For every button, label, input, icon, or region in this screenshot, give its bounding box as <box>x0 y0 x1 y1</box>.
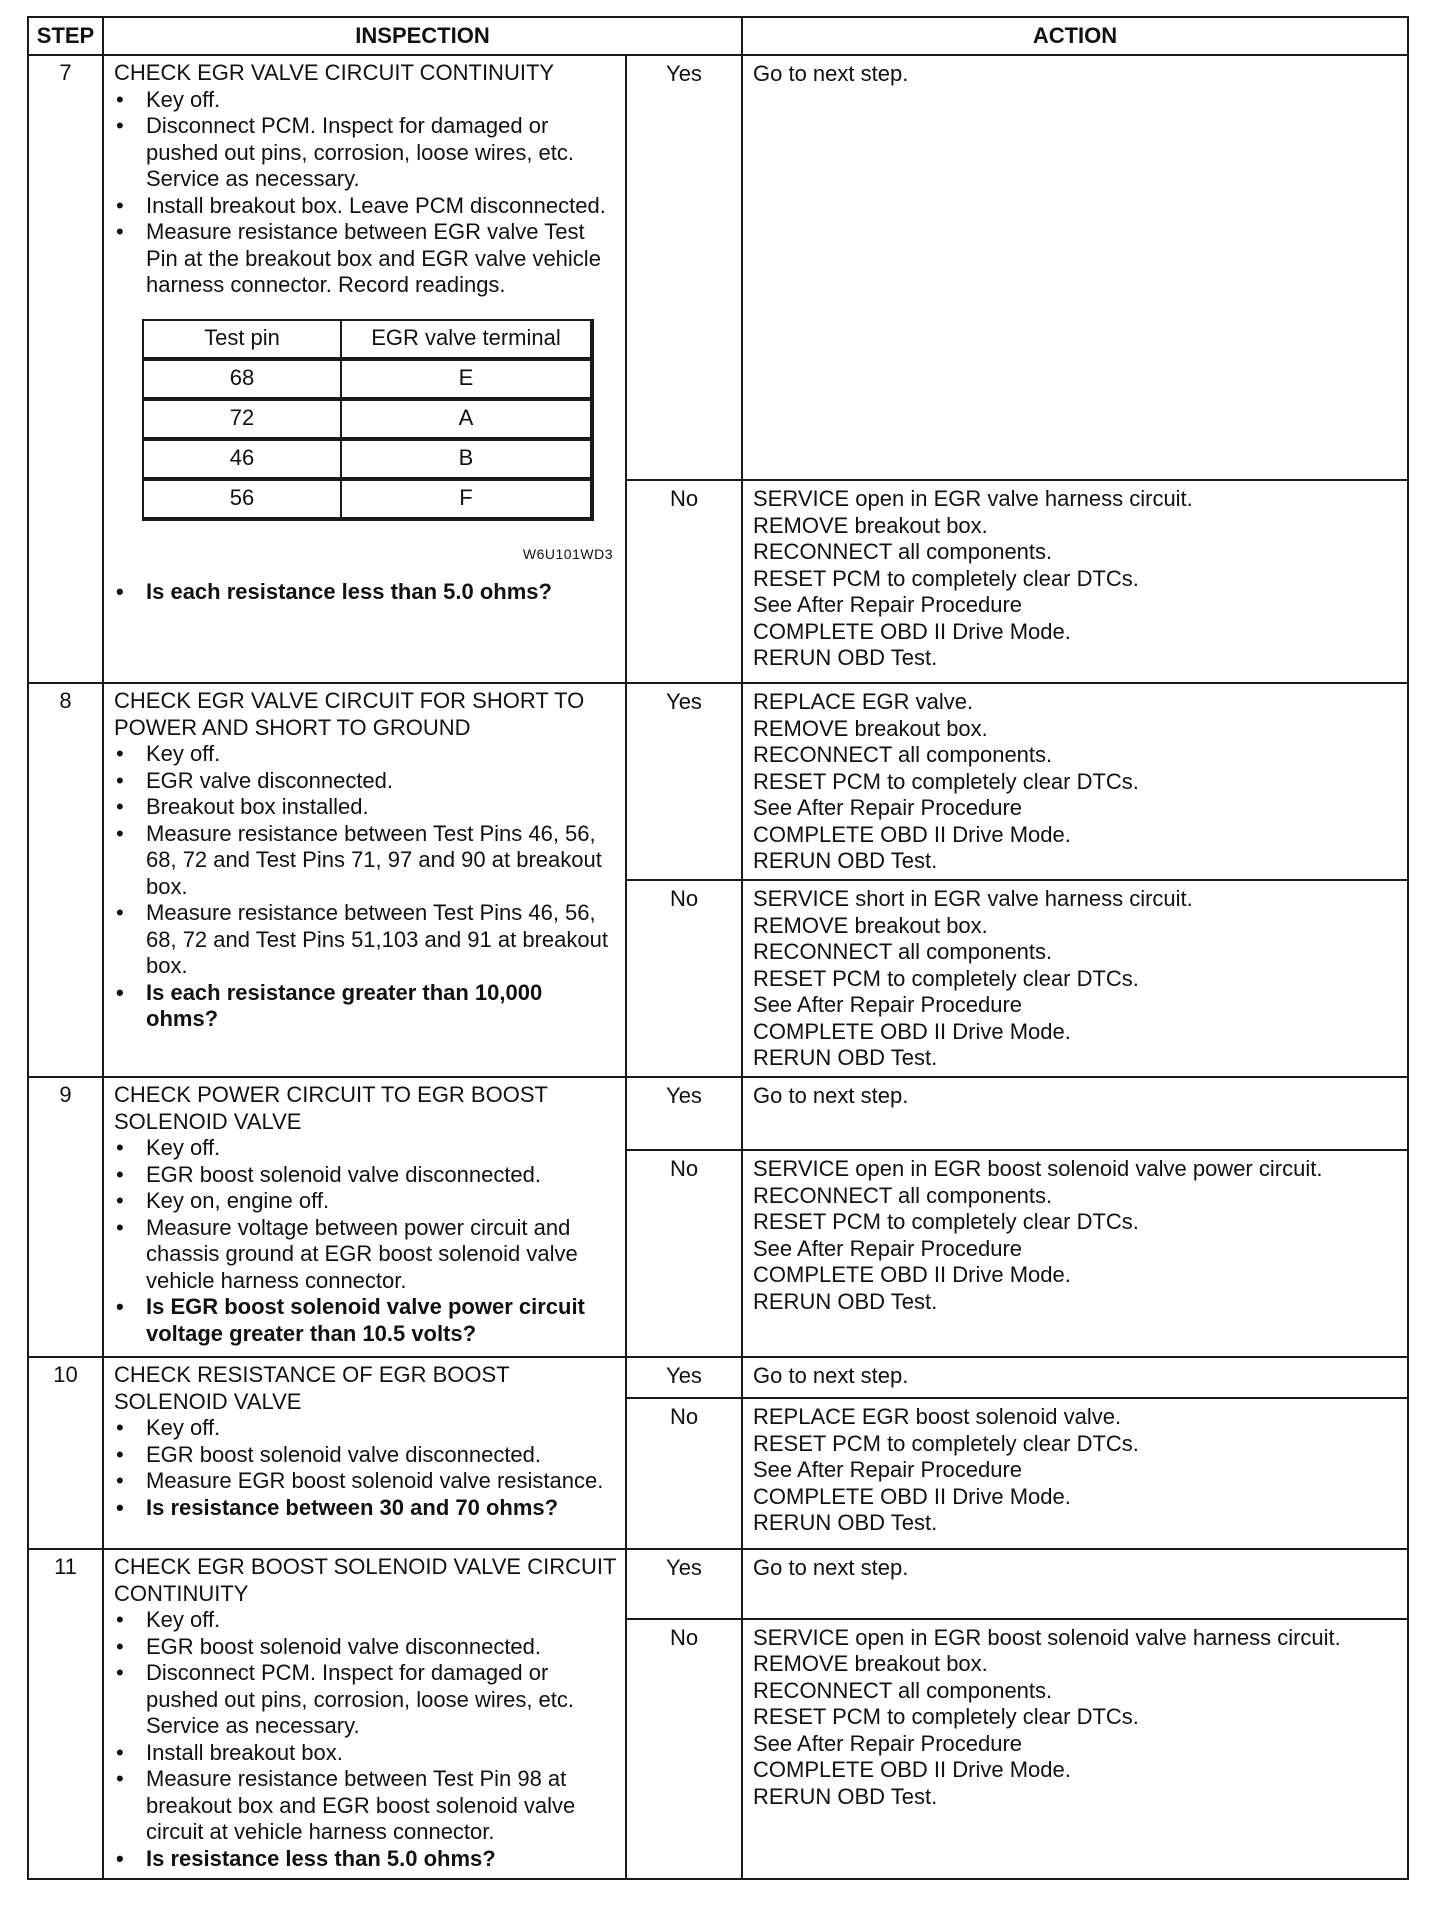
step-8-no-action-line: COMPLETE OBD II Drive Mode. <box>753 1018 1071 1044</box>
step-8-no-action-line: REMOVE breakout box. <box>753 912 988 938</box>
step-7-no-action-line: RERUN OBD Test. <box>753 645 938 670</box>
step-8-no-label: No <box>626 880 742 1077</box>
step-10-no-action-line: See After Repair Procedure <box>753 1457 1023 1482</box>
step-10-inspection <box>103 1357 626 1549</box>
step-8-yes-action <box>742 683 1408 880</box>
test-pin-header <box>143 320 592 359</box>
step-11-bullet-4: • Install breakout box. <box>114 1740 617 1767</box>
step-8-bullet-5: • Measure resistance between Test Pins 46, 56, 68, 72 and Test Pins 51,103 and 91 at breakout box. <box>114 900 617 980</box>
step-11-no-action-line: REMOVE breakout box. <box>753 1651 988 1677</box>
step-8-no-action-line: RESET PCM to completely clear DTCs. <box>753 965 1139 991</box>
terminal-cell: A <box>341 399 592 439</box>
step-8-no-action-line: RERUN OBD Test. <box>753 1045 938 1070</box>
test-pin-cell: 46 <box>143 439 341 479</box>
test-pin-col-header: Test pin <box>143 320 341 359</box>
step-8-yes-action-line: REPLACE EGR valve. <box>753 689 974 714</box>
step-11-yes-label: Yes <box>626 1549 742 1619</box>
step-10-items <box>114 1415 617 1521</box>
step-9-no-action <box>742 1150 1408 1357</box>
step-10-question-text: • Is resistance between 30 and 70 ohms? <box>114 1495 617 1522</box>
header-action: ACTION <box>742 17 1408 55</box>
step-9-items <box>114 1135 617 1347</box>
step-7-bullet-3: • Install breakout box. Leave PCM disconnected. <box>114 193 617 220</box>
step-8-yes-row <box>28 683 1408 880</box>
step-9-no-action-line: RECONNECT all components. <box>753 1182 1053 1208</box>
step-10-yes-action-line: Go to next step. <box>753 1363 909 1388</box>
step-7-no-action-line: COMPLETE OBD II Drive Mode. <box>753 618 1071 644</box>
header-row <box>28 17 1408 55</box>
step-7-no-action <box>742 480 1408 683</box>
step-11-no-action-line: RESET PCM to completely clear DTCs. <box>753 1704 1139 1730</box>
step-11-bullet-3: • Disconnect PCM. Inspect for damaged or pushed out pins, corrosion, loose wires, etc. Service as necessary. <box>114 1660 617 1740</box>
terminal-cell: F <box>341 479 592 519</box>
step-8-no-action-line: See After Repair Procedure <box>753 992 1023 1017</box>
step-8-items <box>114 741 617 1033</box>
step-11-question-text: • Is resistance less than 5.0 ohms? <box>114 1846 617 1873</box>
step-7-inspection <box>103 55 626 683</box>
step-10-no-action-line: RESET PCM to completely clear DTCs. <box>753 1430 1139 1456</box>
step-10-no-action-line: COMPLETE OBD II Drive Mode. <box>753 1483 1071 1509</box>
step-9-no-action-line: SERVICE open in EGR boost solenoid valve power circuit. <box>753 1156 1323 1181</box>
step-8-question-text: • Is each resistance greater than 10,000 ohms? <box>114 980 617 1033</box>
step-8-number: 8 <box>28 683 103 1077</box>
step-9-bullet-4: • Measure voltage between power circuit and chassis ground at EGR boost solenoid valve vehicle harness connector. <box>114 1215 617 1295</box>
test-pin-row <box>143 479 592 519</box>
step-7-no-action-line: SERVICE open in EGR valve harness circuit. <box>753 486 1193 511</box>
step-9-number: 9 <box>28 1077 103 1357</box>
test-pin-cell: 68 <box>143 359 341 399</box>
header-step: STEP <box>28 17 103 55</box>
step-11-yes-action-line: Go to next step. <box>753 1555 909 1580</box>
step-11-number: 11 <box>28 1549 103 1879</box>
step-10-no-label: No <box>626 1398 742 1549</box>
step-8-bullet-3: • Breakout box installed. <box>114 794 617 821</box>
step-11-bullet-1: • Key off. <box>114 1607 617 1634</box>
step-8-yes-action-line: REMOVE breakout box. <box>753 715 988 741</box>
step-8-no-action-line: SERVICE short in EGR valve harness circuit. <box>753 886 1193 911</box>
step-11-no-action-line: RECONNECT all components. <box>753 1677 1053 1703</box>
step-11-items <box>114 1607 617 1872</box>
step-11-no-action-line: See After Repair Procedure <box>753 1730 1023 1756</box>
step-8-yes-action-line: RESET PCM to completely clear DTCs. <box>753 768 1139 794</box>
terminal-cell: B <box>341 439 592 479</box>
step-10-yes-label: Yes <box>626 1357 742 1398</box>
step-11-no-action <box>742 1619 1408 1879</box>
step-10-no-action-line: RERUN OBD Test. <box>753 1510 938 1535</box>
step-7-no-action-line: See After Repair Procedure <box>753 592 1023 617</box>
step-8-bullet-2: • EGR valve disconnected. <box>114 768 617 795</box>
step-9-no-action-line: RESET PCM to completely clear DTCs. <box>753 1209 1139 1234</box>
step-7-no-label: No <box>626 480 742 683</box>
figure-code: W6U101WD3 <box>522 545 613 562</box>
step-8-yes-action-line: See After Repair Procedure <box>753 795 1023 820</box>
step-11-title: CHECK EGR BOOST SOLENOID VALVE CIRCUIT CONTINUITY <box>114 1554 617 1606</box>
test-pin-row <box>143 359 592 399</box>
step-11-bullet-5: • Measure resistance between Test Pin 98 at breakout box and EGR boost solenoid valve circuit at vehicle harness connector. <box>114 1766 617 1846</box>
step-10-yes-row <box>28 1357 1408 1398</box>
step-10-title: CHECK RESISTANCE OF EGR BOOST SOLENOID VALVE <box>114 1362 510 1414</box>
step-9-bullet-2: • EGR boost solenoid valve disconnected. <box>114 1162 617 1189</box>
step-9-yes-action <box>742 1077 1408 1150</box>
step-7-bullet-4: • Measure resistance between EGR valve Test Pin at the breakout box and EGR valve vehicle harness connector. Record readings. <box>114 219 617 299</box>
step-11-inspection <box>103 1549 626 1879</box>
step-8-title: CHECK EGR VALVE CIRCUIT FOR SHORT TO POWER AND SHORT TO GROUND <box>114 688 585 740</box>
step-11-bullet-2: • EGR boost solenoid valve disconnected. <box>114 1634 617 1661</box>
step-9-yes-label: Yes <box>626 1077 742 1150</box>
test-pin-table <box>142 319 594 521</box>
step-10-bullet-3: • Measure EGR boost solenoid valve resistance. <box>114 1468 617 1495</box>
test-pin-cell: 72 <box>143 399 341 439</box>
step-10-bullet-1: • Key off. <box>114 1415 617 1442</box>
step-7-bullet-2: • Disconnect PCM. Inspect for damaged or pushed out pins, corrosion, loose wires, etc. Service as necessary. <box>114 113 617 193</box>
step-8-bullet-1: • Key off. <box>114 741 617 768</box>
step-9-bullet-3: • Key on, engine off. <box>114 1188 617 1215</box>
step-9-no-action-line: COMPLETE OBD II Drive Mode. <box>753 1262 1071 1287</box>
step-7-items <box>114 87 617 299</box>
step-10-no-action-line: REPLACE EGR boost solenoid valve. <box>753 1404 1122 1429</box>
test-pin-row <box>143 399 592 439</box>
step-9-no-action-line: RERUN OBD Test. <box>753 1288 938 1314</box>
step-11-no-action-line: RERUN OBD Test. <box>753 1783 938 1809</box>
step-7-question <box>114 579 617 606</box>
step-9-title: CHECK POWER CIRCUIT TO EGR BOOST SOLENOID VALVE <box>114 1082 548 1134</box>
step-7-yes-action-line: Go to next step. <box>753 61 909 86</box>
step-7-question-text: • Is each resistance less than 5.0 ohms? <box>114 579 617 606</box>
step-10-no-action <box>742 1398 1408 1549</box>
terminal-col-header: EGR valve terminal <box>341 320 592 359</box>
step-11-yes-row <box>28 1549 1408 1619</box>
step-8-bullet-4: • Measure resistance between Test Pins 46, 56, 68, 72 and Test Pins 71, 97 and 90 at breakout box. <box>114 821 617 901</box>
step-10-bullet-2: • EGR boost solenoid valve disconnected. <box>114 1442 617 1469</box>
step-8-yes-action-line: COMPLETE OBD II Drive Mode. <box>753 821 1071 847</box>
terminal-cell: E <box>341 359 592 399</box>
step-8-yes-action-line: RERUN OBD Test. <box>753 848 938 873</box>
step-9-no-action-line: See After Repair Procedure <box>753 1235 1023 1261</box>
step-7-yes-label: Yes <box>626 55 742 480</box>
step-10-yes-action <box>742 1357 1408 1398</box>
step-9-bullet-1: • Key off. <box>114 1135 617 1162</box>
step-8-no-action-line: RECONNECT all components. <box>753 939 1053 964</box>
step-7-yes-action <box>742 55 1408 480</box>
step-7-no-action-line: RECONNECT all components. <box>753 539 1053 564</box>
step-8-no-action <box>742 880 1408 1077</box>
step-11-no-action-line: SERVICE open in EGR boost solenoid valve harness circuit. <box>753 1624 1341 1650</box>
header-inspection: INSPECTION <box>103 17 742 55</box>
step-8-yes-label: Yes <box>626 683 742 880</box>
step-11-no-action-line: COMPLETE OBD II Drive Mode. <box>753 1757 1071 1783</box>
step-7-no-action-line: REMOVE breakout box. <box>753 512 988 538</box>
step-11-no-label: No <box>626 1619 742 1879</box>
step-11-yes-action <box>742 1549 1408 1619</box>
step-7-yes-row <box>28 55 1408 480</box>
step-8-yes-action-line: RECONNECT all components. <box>753 742 1053 767</box>
step-7-number: 7 <box>28 55 103 683</box>
step-9-yes-row <box>28 1077 1408 1150</box>
step-9-inspection <box>103 1077 626 1357</box>
step-9-no-label: No <box>626 1150 742 1357</box>
step-7-title: CHECK EGR VALVE CIRCUIT CONTINUITY <box>114 60 555 85</box>
step-7-no-action-line: RESET PCM to completely clear DTCs. <box>753 565 1139 591</box>
test-pin-row <box>143 439 592 479</box>
step-9-question-text: • Is EGR boost solenoid valve power circuit voltage greater than 10.5 volts? <box>114 1294 617 1347</box>
diagnostic-table <box>27 16 1409 1880</box>
step-9-yes-action-line: Go to next step. <box>753 1083 909 1108</box>
step-10-number: 10 <box>28 1357 103 1549</box>
step-7-bullet-1: • Key off. <box>114 87 617 114</box>
test-pin-cell: 56 <box>143 479 341 519</box>
step-8-inspection <box>103 683 626 1077</box>
